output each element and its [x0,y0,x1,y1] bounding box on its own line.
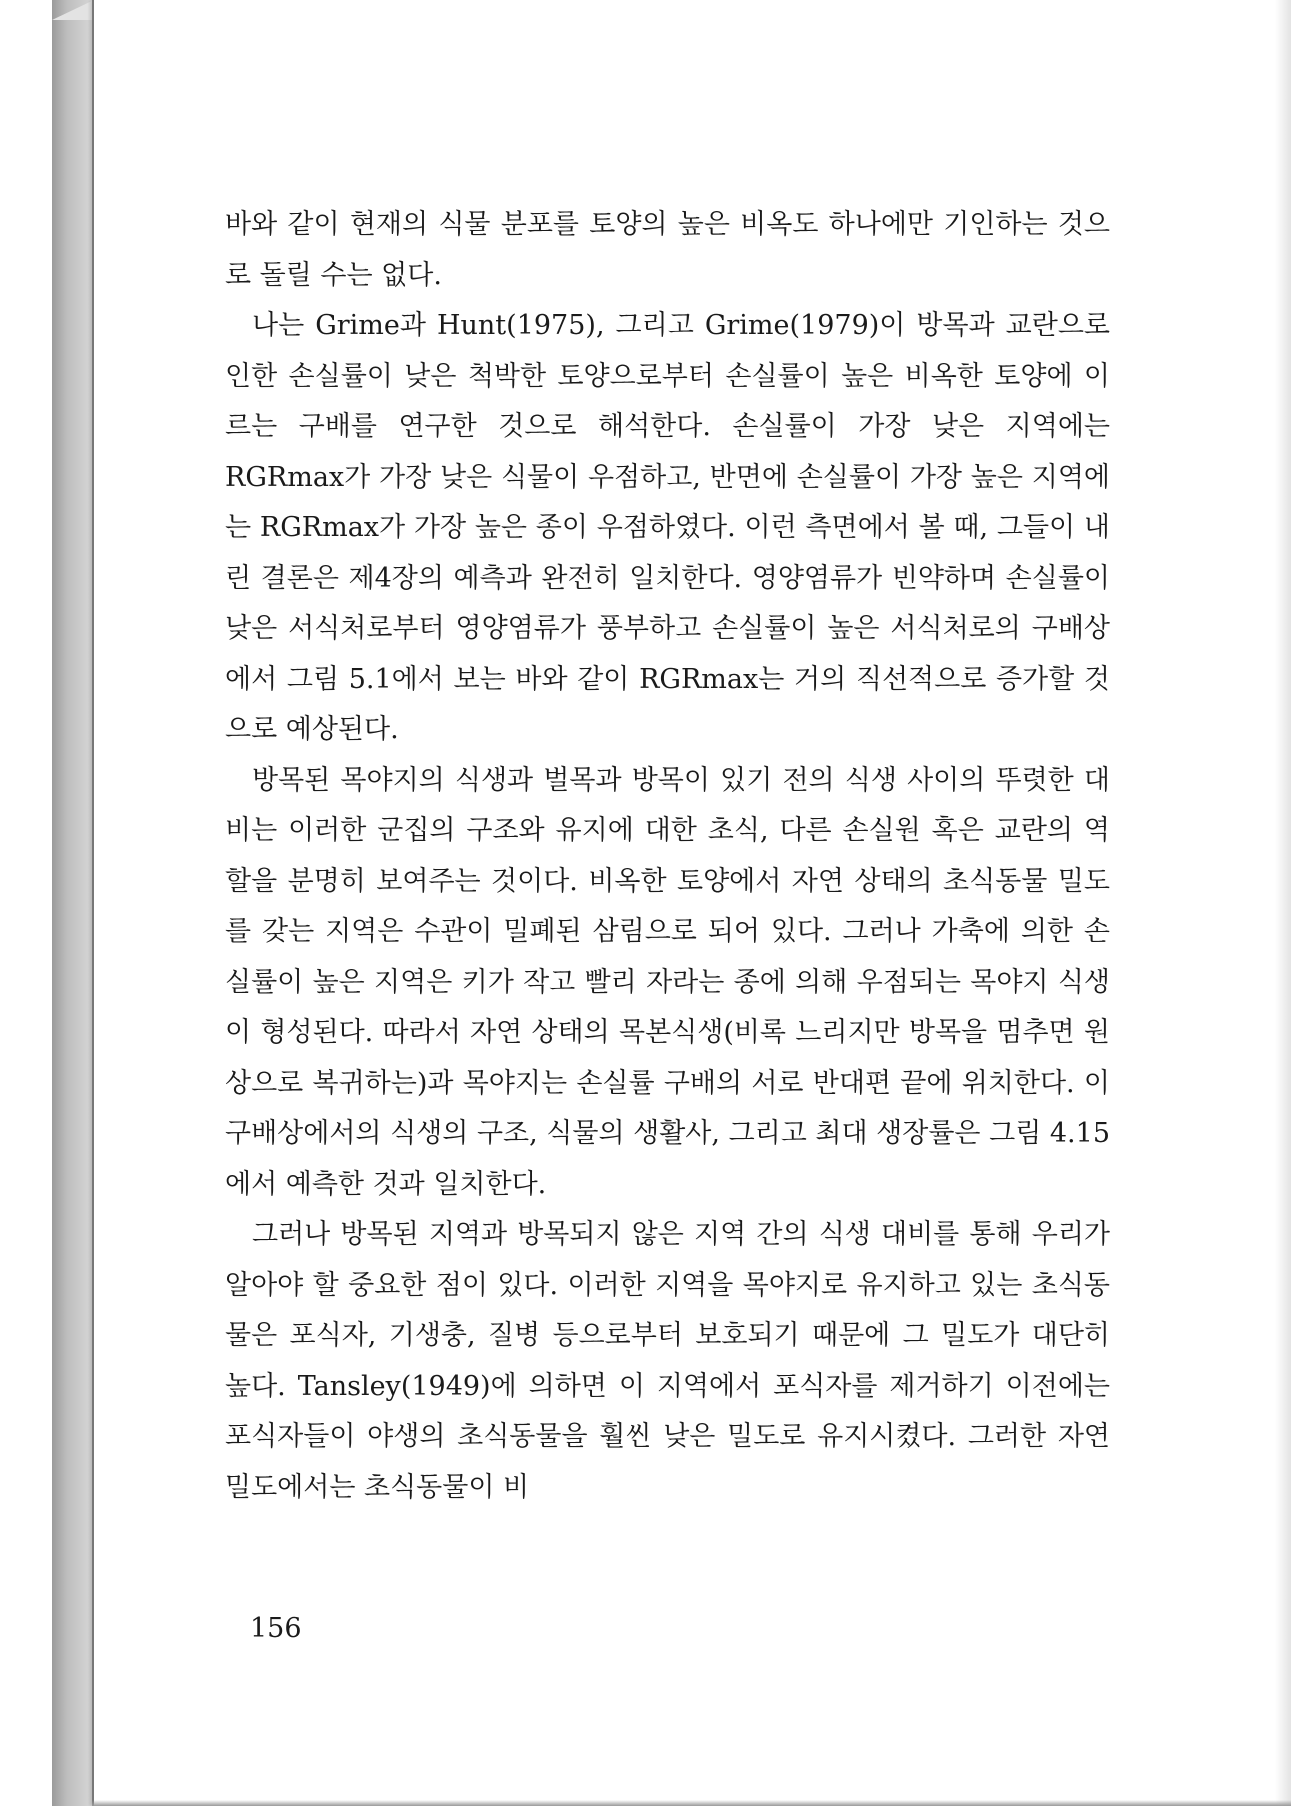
paragraph-2: 나는 Grime과 Hunt(1975), 그리고 Grime(1979)이 방목과 교란으로 인한 손실률이 낮은 척박한 토양으로부터 손실률이 높은 비옥한 토양에 이르는 구배를 연구한 것으로 해석한다. 손실률이 가장 낮은 지역에는 RGRmax가 가장 낮은 식물이 우점하고, 반면에 손실률이 가장 높은 지역에는 RGRmax가 가장 높은 종이 우점하였다. 이런 측면에서 볼 때, 그들이 내린 결론은 제4장의 예측과 완전히 일치한다. 영양염류가 빈약하며 손실률이 낮은 서식처로부터 영양염류가 풍부하고 손실률이 높은 서식처로의 구배상에서 그림 5.1에서 보는 바와 같이 RGRmax는 거의 직선적으로 증가할 것으로 예상된다. [225,310,1110,745]
book-spine [52,0,94,1806]
page-edge-shade [1275,0,1291,1806]
page-bottom-edge [92,1800,1291,1806]
book-spine-top [52,0,94,20]
paragraph-4: 그러나 방목된 지역과 방목되지 않은 지역 간의 식생 대비를 통해 우리가 알아야 할 중요한 점이 있다. 이러한 지역을 목야지로 유지하고 있는 초식동물은 포식자, 기생충, 질병 등으로부터 보호되기 때문에 그 밀도가 대단히 높다. Tansley(1949)에 의하면 이 지역에서 포식자를 제거하기 이전에는 포식자들이 야생의 초식동물을 훨씬 낮은 밀도로 유지시켰다. 그러한 자연밀도에서는 초식동물이 비 [225,1219,1110,1503]
page-number: 156 [250,1613,302,1644]
paragraph-1: 바와 같이 현재의 식물 분포를 토양의 높은 비옥도 하나에만 기인하는 것으로 돌릴 수는 없다. [225,209,1110,291]
paragraph-3: 방목된 목야지의 식생과 벌목과 방목이 있기 전의 식생 사이의 뚜렷한 대비는 이러한 군집의 구조와 유지에 대한 초식, 다른 손실원 혹은 교란의 역할을 분명히 보여주는 것이다. 비옥한 토양에서 자연 상태의 초식동물 밀도를 갖는 지역은 수관이 밀폐된 삼림으로 되어 있다. 그러나 가축에 의한 손실률이 높은 지역은 키가 작고 빨리 자라는 종에 의해 우점되는 목야지 식생이 형성된다. 따라서 자연 상태의 목본식생(비록 느리지만 방목을 멈추면 원상으로 복귀하는)과 목야지는 손실률 구배의 서로 반대편 끝에 위치한다. 이 구배상에서의 식생의 구조, 식물의 생활사, 그리고 최대 생장률은 그림 4.15에서 예측한 것과 일치한다. [225,764,1110,1200]
body-text [225,200,1110,1513]
